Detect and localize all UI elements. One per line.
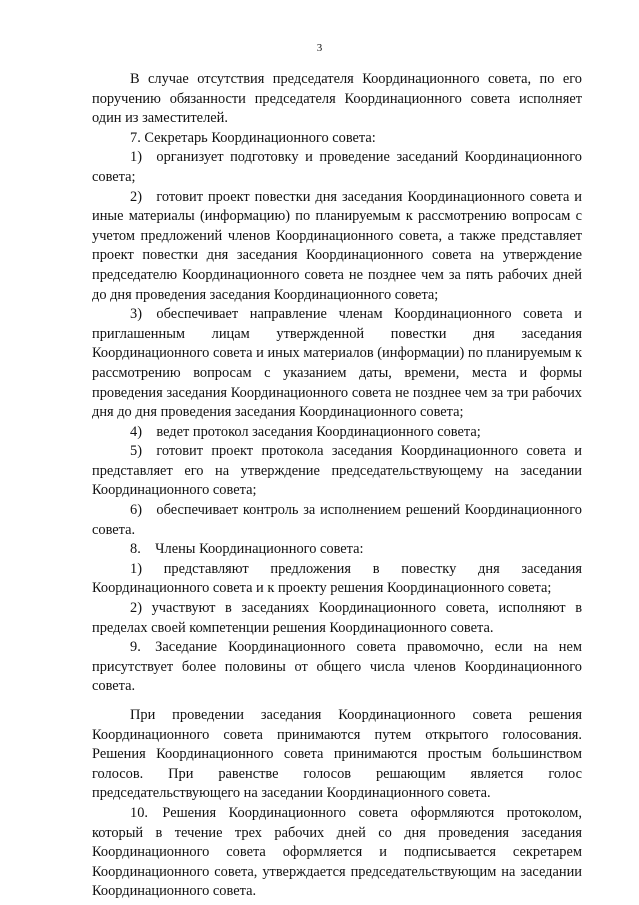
paragraph-secretary-item-6: 6) обеспечивает контроль за исполнением решений Координационного совета. [92,502,582,538]
paragraph-secretary-item-5: 5) готовит проект протокола заседания Координационного совета и представляет его на утверждение председательствующему на заседании Координационного совета; [92,443,582,499]
paragraph-members-item-1: 1) представляют предложения в повестку дня заседания Координационного совета и к проекту решения Координационного совета; [92,560,582,597]
paragraph-secretary-item-3: 3) обеспечивает направление членам Координационного совета и приглашенным лицам утвержденной повестки дня заседания Координационного совета и иных материалов (информации) по планируемым к рассмотрению вопросам с указанием даты, времени, места и формы проведения заседания Координационного совета не позднее чем за три рабочих дня до дня проведения заседания Координационного совета; [92,306,582,421]
paragraph-secretary-item-4: 4) ведет протокол заседания Координационного совета; [130,423,481,440]
page-number: 3 [316,42,323,54]
paragraph-voting: При проведении заседания Координационного совета решения Координационного совета принимаются путем открытого голосования. Решения Координационного совета принимаются простым большинством голосов. При равенстве голосов решающим является голос председательствующего на заседании Координационного совета. [92,707,582,802]
document-body [92,70,582,902]
paragraph-chairman-absence: В случае отсутствия председателя Координационного совета, по его поручению обязанности председателя Координационного совета исполняет один из заместителей. [92,71,582,127]
paragraph-members-heading: 8. Члены Координационного совета: [130,541,364,558]
paragraph-protocol: 10. Решения Координационного совета оформляются протоколом, который в течение трех рабочих дней со дня проведения заседания Координационного совета оформляется и подписывается секретарем Координационного совета, утверждается председательствующим на заседании Координационного совета. [92,804,582,900]
paragraph-secretary-item-1: 1) организует подготовку и проведение заседаний Координационного совета; [92,149,582,185]
paragraph-secretary-item-2: 2) готовит проект повестки дня заседания Координационного совета и иные материалы (информацию) по планируемым к рассмотрению вопросам с учетом предложений членов Координационного совета, а также представляет проект повестки дня заседания Координационного совета на утверждение председателю Координационного совета не позднее чем за пять рабочих дней до дня проведения заседания Координационного совета; [92,188,582,303]
paragraph-quorum: 9. Заседание Координационного совета правомочно, если на нем присутствует более половины от общего числа членов Координационного совета. [92,639,582,695]
paragraph-secretary-heading: 7. Секретарь Координационного совета: [130,129,376,146]
paragraph-members-item-2: 2) участвуют в заседаниях Координационного совета, исполняют в пределах своей компетенции решения Координационного совета. [92,600,582,636]
